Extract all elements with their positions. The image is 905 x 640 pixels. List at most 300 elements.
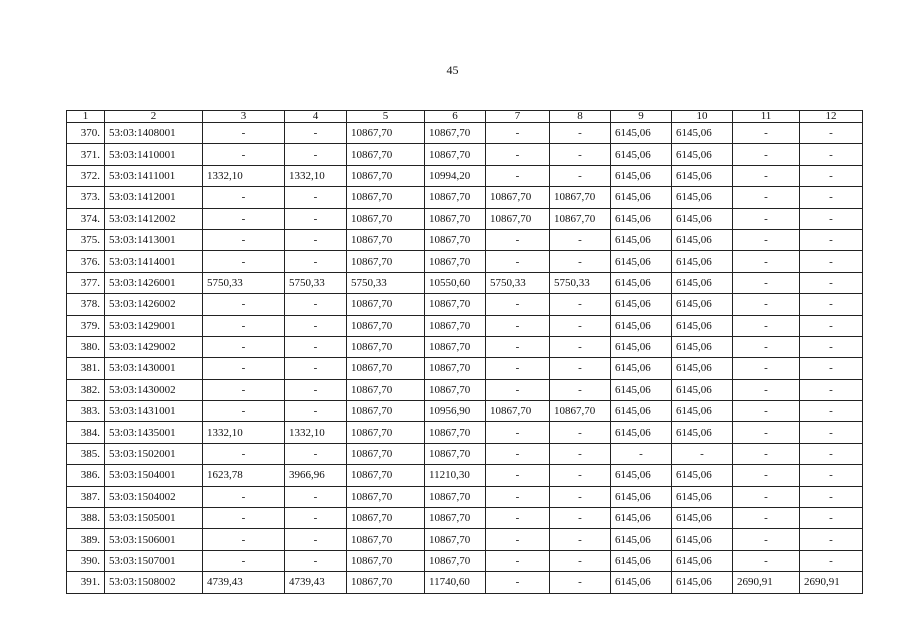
table-row — [67, 508, 863, 529]
table-cell: 53:03:1410001 — [105, 144, 203, 165]
table-cell: - — [733, 123, 800, 144]
table-row — [67, 144, 863, 165]
table-cell: - — [486, 358, 550, 379]
table-cell: - — [800, 422, 863, 443]
table-row — [67, 401, 863, 422]
table-row — [67, 187, 863, 208]
table-cell: - — [203, 443, 285, 464]
table-cell: - — [203, 144, 285, 165]
table-cell: - — [800, 165, 863, 186]
table-cell: 384. — [67, 422, 105, 443]
table-row — [67, 379, 863, 400]
table-cell: 6145,06 — [611, 144, 672, 165]
table-cell: 6145,06 — [672, 144, 733, 165]
table-cell: 386. — [67, 465, 105, 486]
table-cell: - — [285, 486, 347, 507]
table-cell: - — [800, 123, 863, 144]
table-cell: 383. — [67, 401, 105, 422]
table-cell: - — [285, 229, 347, 250]
table-cell: 6145,06 — [672, 550, 733, 571]
column-header: 4 — [285, 111, 347, 123]
table-cell: 1332,10 — [285, 165, 347, 186]
table-cell: - — [550, 315, 611, 336]
table-cell: 10867,70 — [486, 187, 550, 208]
table-row — [67, 550, 863, 571]
page-number: 45 — [446, 63, 459, 77]
table-cell: - — [486, 315, 550, 336]
table-cell: - — [486, 572, 550, 593]
table-cell: - — [486, 508, 550, 529]
table-row — [67, 315, 863, 336]
table-cell: 53:03:1430001 — [105, 358, 203, 379]
table-row — [67, 465, 863, 486]
table-cell: 6145,06 — [672, 401, 733, 422]
column-header: 3 — [203, 111, 285, 123]
table-cell: - — [285, 315, 347, 336]
table-cell: - — [203, 486, 285, 507]
table-cell: 10867,70 — [347, 572, 425, 593]
table-cell: 6145,06 — [672, 165, 733, 186]
table-cell: 2690,91 — [800, 572, 863, 593]
table-cell: 6145,06 — [611, 508, 672, 529]
table-cell: - — [203, 529, 285, 550]
table-cell: - — [285, 358, 347, 379]
table-cell: - — [203, 251, 285, 272]
table-cell: 1623,78 — [203, 465, 285, 486]
table-cell: 53:03:1411001 — [105, 165, 203, 186]
table-cell: 10867,70 — [347, 358, 425, 379]
table-cell: 2690,91 — [733, 572, 800, 593]
table-cell: 10867,70 — [347, 208, 425, 229]
table-cell: - — [285, 336, 347, 357]
table-cell: 3966,96 — [285, 465, 347, 486]
table-cell: 390. — [67, 550, 105, 571]
table-cell: 10867,70 — [347, 229, 425, 250]
column-header: 6 — [425, 111, 486, 123]
table-cell: 6145,06 — [672, 187, 733, 208]
column-header: 7 — [486, 111, 550, 123]
table-cell: 370. — [67, 123, 105, 144]
table-cell: 6145,06 — [672, 358, 733, 379]
table-cell: 1332,10 — [203, 165, 285, 186]
table-cell: - — [486, 336, 550, 357]
table-cell: - — [550, 144, 611, 165]
table-cell: - — [550, 165, 611, 186]
table-cell: - — [550, 508, 611, 529]
table-cell: - — [800, 251, 863, 272]
table-cell: 6145,06 — [611, 315, 672, 336]
table-cell: - — [800, 401, 863, 422]
table-row — [67, 208, 863, 229]
table-cell: 382. — [67, 379, 105, 400]
table-cell: 10867,70 — [425, 315, 486, 336]
table-cell: 373. — [67, 187, 105, 208]
table-cell: - — [550, 379, 611, 400]
table-cell: 10867,70 — [347, 315, 425, 336]
table-cell: 374. — [67, 208, 105, 229]
table-cell: - — [486, 379, 550, 400]
table-cell: 6145,06 — [672, 379, 733, 400]
table-cell: - — [486, 465, 550, 486]
table-cell: 10994,20 — [425, 165, 486, 186]
table-cell: - — [203, 336, 285, 357]
table-row — [67, 165, 863, 186]
table-cell: 10867,70 — [347, 123, 425, 144]
table-cell: - — [672, 443, 733, 464]
table-cell: - — [800, 144, 863, 165]
table-cell: 387. — [67, 486, 105, 507]
table-cell: - — [550, 123, 611, 144]
table-cell: 53:03:1435001 — [105, 422, 203, 443]
table-cell: - — [486, 251, 550, 272]
table-cell: 377. — [67, 272, 105, 293]
table-cell: 10867,70 — [347, 187, 425, 208]
table-cell: 10867,70 — [347, 336, 425, 357]
table-cell: - — [550, 486, 611, 507]
table-row — [67, 529, 863, 550]
table-row — [67, 486, 863, 507]
table-row — [67, 336, 863, 357]
table-cell: 53:03:1408001 — [105, 123, 203, 144]
table-cell: 6145,06 — [611, 422, 672, 443]
table-cell: 6145,06 — [672, 486, 733, 507]
table-cell: - — [285, 208, 347, 229]
table-cell: 5750,33 — [550, 272, 611, 293]
table-cell: - — [611, 443, 672, 464]
table-cell: - — [285, 379, 347, 400]
table-cell: 380. — [67, 336, 105, 357]
table-cell: 5750,33 — [203, 272, 285, 293]
table-cell: 6145,06 — [672, 336, 733, 357]
column-header: 5 — [347, 111, 425, 123]
table-cell: 6145,06 — [672, 294, 733, 315]
table-cell: - — [733, 443, 800, 464]
table-cell: 10867,70 — [425, 208, 486, 229]
table-cell: - — [203, 358, 285, 379]
table-cell: 11210,30 — [425, 465, 486, 486]
table-cell: 10956,90 — [425, 401, 486, 422]
table-cell: 6145,06 — [672, 422, 733, 443]
table-cell: 6145,06 — [611, 465, 672, 486]
table-cell: - — [486, 443, 550, 464]
table-cell: 10550,60 — [425, 272, 486, 293]
table-cell: - — [285, 508, 347, 529]
table-cell: 10867,70 — [347, 251, 425, 272]
table-cell: - — [733, 358, 800, 379]
table-cell: 53:03:1505001 — [105, 508, 203, 529]
table-cell: 6145,06 — [611, 187, 672, 208]
table-cell: - — [800, 379, 863, 400]
table-cell: 5750,33 — [285, 272, 347, 293]
column-header: 2 — [105, 111, 203, 123]
table-cell: - — [733, 550, 800, 571]
table-row — [67, 294, 863, 315]
table-cell: 10867,70 — [425, 422, 486, 443]
table-cell: - — [800, 508, 863, 529]
column-header: 1 — [67, 111, 105, 123]
table-cell: - — [800, 486, 863, 507]
table-cell: - — [285, 144, 347, 165]
table-cell: 53:03:1502001 — [105, 443, 203, 464]
table-cell: 10867,70 — [347, 529, 425, 550]
data-table — [66, 110, 863, 594]
table-cell: 6145,06 — [611, 165, 672, 186]
table-cell: 6145,06 — [611, 550, 672, 571]
table-cell: 6145,06 — [611, 572, 672, 593]
table-cell: - — [733, 529, 800, 550]
table-cell: - — [203, 229, 285, 250]
table-cell: - — [203, 508, 285, 529]
table-cell: - — [733, 144, 800, 165]
table-cell: - — [486, 529, 550, 550]
table-cell: - — [486, 229, 550, 250]
table-cell: - — [486, 486, 550, 507]
table-cell: - — [800, 272, 863, 293]
table-cell: 4739,43 — [285, 572, 347, 593]
table-cell: 10867,70 — [486, 401, 550, 422]
table-cell: 1332,10 — [285, 422, 347, 443]
column-header: 10 — [672, 111, 733, 123]
table-cell: 385. — [67, 443, 105, 464]
table-cell: - — [800, 443, 863, 464]
table-cell: 6145,06 — [611, 336, 672, 357]
table-cell: 6145,06 — [672, 123, 733, 144]
table-cell: 10867,70 — [425, 550, 486, 571]
table-cell: - — [550, 294, 611, 315]
table-body — [67, 123, 863, 594]
table-cell: 10867,70 — [347, 465, 425, 486]
table-cell: 10867,70 — [347, 422, 425, 443]
table-cell: - — [733, 272, 800, 293]
table-cell: - — [550, 443, 611, 464]
table-cell: - — [733, 401, 800, 422]
table-cell: - — [203, 294, 285, 315]
table-cell: 10867,70 — [347, 144, 425, 165]
table-cell: - — [285, 251, 347, 272]
table-cell: 53:03:1504002 — [105, 486, 203, 507]
table-cell: - — [800, 208, 863, 229]
table-cell: - — [285, 529, 347, 550]
table-cell: 11740,60 — [425, 572, 486, 593]
table-cell: - — [733, 508, 800, 529]
table-cell: 10867,70 — [347, 401, 425, 422]
table-cell: 10867,70 — [425, 251, 486, 272]
table-cell: 10867,70 — [486, 208, 550, 229]
table-cell: 10867,70 — [550, 187, 611, 208]
table-cell: - — [800, 229, 863, 250]
table-cell: 10867,70 — [550, 208, 611, 229]
table-cell: - — [733, 422, 800, 443]
table-cell: 6145,06 — [672, 315, 733, 336]
table-cell: 10867,70 — [347, 294, 425, 315]
table-cell: 6145,06 — [611, 272, 672, 293]
table-cell: 10867,70 — [425, 529, 486, 550]
table-cell: 53:03:1504001 — [105, 465, 203, 486]
table-cell: 10867,70 — [425, 443, 486, 464]
table-cell: 53:03:1412002 — [105, 208, 203, 229]
table-cell: - — [800, 550, 863, 571]
table-cell: - — [486, 422, 550, 443]
table-cell: - — [550, 572, 611, 593]
table-cell: 53:03:1426002 — [105, 294, 203, 315]
table-cell: 6145,06 — [611, 208, 672, 229]
table-cell: - — [285, 187, 347, 208]
table-cell: 6145,06 — [611, 123, 672, 144]
table-cell: 10867,70 — [550, 401, 611, 422]
table-cell: - — [285, 123, 347, 144]
table-cell: - — [733, 294, 800, 315]
table-cell: 388. — [67, 508, 105, 529]
table-row — [67, 443, 863, 464]
table-cell: 5750,33 — [486, 272, 550, 293]
table-cell: - — [285, 401, 347, 422]
table-cell: - — [203, 208, 285, 229]
table-cell: 375. — [67, 229, 105, 250]
table-cell: - — [550, 529, 611, 550]
table-cell: - — [733, 315, 800, 336]
table-cell: - — [800, 529, 863, 550]
table-cell: 10867,70 — [425, 229, 486, 250]
table-cell: 10867,70 — [347, 486, 425, 507]
table-cell: - — [733, 486, 800, 507]
table-cell: - — [285, 550, 347, 571]
table-cell: - — [800, 315, 863, 336]
table-cell: 53:03:1430002 — [105, 379, 203, 400]
table-row — [67, 422, 863, 443]
table-cell: 6145,06 — [672, 572, 733, 593]
table-cell: - — [550, 465, 611, 486]
table-cell: - — [203, 187, 285, 208]
table-cell: 6145,06 — [672, 229, 733, 250]
table-cell: - — [733, 208, 800, 229]
table-cell: - — [203, 315, 285, 336]
table-row — [67, 358, 863, 379]
table-cell: 6145,06 — [611, 486, 672, 507]
table-cell: 10867,70 — [347, 165, 425, 186]
table-cell: 10867,70 — [425, 336, 486, 357]
table-cell: 391. — [67, 572, 105, 593]
table-cell: - — [733, 336, 800, 357]
table-cell: - — [800, 358, 863, 379]
table-cell: 10867,70 — [347, 379, 425, 400]
table-cell: 6145,06 — [672, 508, 733, 529]
table-cell: - — [800, 336, 863, 357]
table-cell: 53:03:1507001 — [105, 550, 203, 571]
table-cell: - — [733, 379, 800, 400]
table-cell: 6145,06 — [611, 529, 672, 550]
table-cell: - — [486, 144, 550, 165]
table-cell: - — [486, 165, 550, 186]
table-cell: - — [203, 401, 285, 422]
table-cell: 53:03:1414001 — [105, 251, 203, 272]
header-row — [67, 111, 863, 123]
table-cell: - — [203, 379, 285, 400]
table-cell: 381. — [67, 358, 105, 379]
table-cell: 6145,06 — [672, 529, 733, 550]
table-cell: 379. — [67, 315, 105, 336]
table-row — [67, 272, 863, 293]
column-header: 8 — [550, 111, 611, 123]
table-cell: - — [733, 187, 800, 208]
table-cell: - — [550, 550, 611, 571]
table-cell: 6145,06 — [611, 358, 672, 379]
table-cell: - — [733, 165, 800, 186]
table-cell: 10867,70 — [425, 123, 486, 144]
table-row — [67, 229, 863, 250]
table-cell: 53:03:1506001 — [105, 529, 203, 550]
table-cell: 376. — [67, 251, 105, 272]
table-cell: - — [550, 358, 611, 379]
table-cell: 5750,33 — [347, 272, 425, 293]
table-cell: 6145,06 — [611, 401, 672, 422]
table-cell: - — [486, 294, 550, 315]
table-cell: 6145,06 — [672, 251, 733, 272]
table-cell: 10867,70 — [425, 294, 486, 315]
table-cell: - — [203, 123, 285, 144]
table-cell: 53:03:1426001 — [105, 272, 203, 293]
table-cell: 10867,70 — [347, 508, 425, 529]
table-row — [67, 251, 863, 272]
table-cell: - — [733, 229, 800, 250]
table-cell: 10867,70 — [425, 508, 486, 529]
table-cell: 53:03:1508002 — [105, 572, 203, 593]
table-cell: 6145,06 — [611, 251, 672, 272]
table-cell: - — [285, 443, 347, 464]
table-cell: 53:03:1412001 — [105, 187, 203, 208]
table-cell: - — [285, 294, 347, 315]
table-cell: 53:03:1413001 — [105, 229, 203, 250]
table-cell: 53:03:1429002 — [105, 336, 203, 357]
table-cell: 6145,06 — [672, 272, 733, 293]
table-cell: 372. — [67, 165, 105, 186]
table-cell: 10867,70 — [425, 486, 486, 507]
table-cell: 10867,70 — [425, 379, 486, 400]
table-row — [67, 572, 863, 593]
table-cell: 53:03:1429001 — [105, 315, 203, 336]
table-cell: - — [550, 251, 611, 272]
table-cell: 10867,70 — [425, 358, 486, 379]
table-cell: 4739,43 — [203, 572, 285, 593]
table-cell: - — [800, 187, 863, 208]
table-cell: - — [800, 294, 863, 315]
table-cell: 6145,06 — [611, 229, 672, 250]
table-cell: - — [550, 229, 611, 250]
table-cell: 10867,70 — [347, 443, 425, 464]
table-cell: - — [733, 465, 800, 486]
table-cell: 10867,70 — [425, 144, 486, 165]
table-cell: - — [550, 422, 611, 443]
table-cell: - — [550, 336, 611, 357]
table-cell: 371. — [67, 144, 105, 165]
table-cell: 6145,06 — [611, 294, 672, 315]
table-row — [67, 123, 863, 144]
table-cell: - — [203, 550, 285, 571]
table-cell: 10867,70 — [347, 550, 425, 571]
table-cell: - — [486, 550, 550, 571]
table-cell: - — [733, 251, 800, 272]
table-cell: 1332,10 — [203, 422, 285, 443]
table-cell: 378. — [67, 294, 105, 315]
table-cell: 6145,06 — [611, 379, 672, 400]
column-header: 12 — [800, 111, 863, 123]
column-header: 9 — [611, 111, 672, 123]
table-cell: 53:03:1431001 — [105, 401, 203, 422]
table-cell: 389. — [67, 529, 105, 550]
table-cell: 10867,70 — [425, 187, 486, 208]
table-cell: - — [800, 465, 863, 486]
column-header: 11 — [733, 111, 800, 123]
table-cell: - — [486, 123, 550, 144]
